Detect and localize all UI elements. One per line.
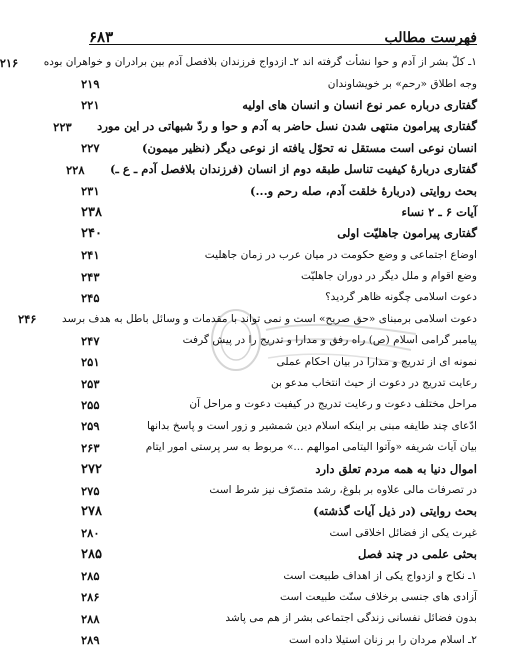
toc-entry-title: اوضاع اجتماعی و وضع حکومت در میان عرب در زمان جاهلیت — [204, 248, 477, 261]
toc-entry-page: ۲۳۸ — [81, 204, 102, 220]
toc-entry-title: ادّعای چند طایفه مبنی بر اینکه اسلام دین شمشیر و زور است و پاسخ بدانها — [146, 419, 477, 432]
toc-entry-title: بحثی علمی در چند فصل — [357, 547, 477, 562]
toc-entry-page: ۲۲۸ — [65, 162, 85, 177]
toc-entry-page: ۲۸۰ — [81, 526, 100, 541]
toc-entry — [81, 480, 477, 501]
toc-entry-page: ۲۶۳ — [81, 440, 100, 455]
toc-entry — [81, 437, 477, 458]
toc-entry — [65, 159, 477, 180]
toc-entry-page: ۲۷۵ — [81, 483, 100, 498]
toc-entry-title: گفتاری دربارهٔ کیفیت تناسل طبقه دوم از انسان (فرزندان بلافصل آدم ـ ع ـ) — [109, 162, 477, 177]
toc-entry-title: بدون فضائل نفسانی زندگی اجتماعی بشر از هم می پاشد — [225, 612, 477, 625]
toc-entry — [81, 245, 477, 266]
toc-entry-page: ۲۴۱ — [81, 248, 100, 263]
toc-entry — [81, 501, 477, 522]
toc-entry-page: ۲۲۳ — [53, 119, 72, 134]
toc-entry-title: آزادی های جنسی برخلاف سنّت طبیعت است — [279, 590, 477, 603]
toc-entry-page: ۲۷۲ — [81, 461, 102, 477]
toc-entry — [81, 630, 477, 651]
toc-entry-title: وضع اقوام و ملل دیگر در دوران جاهلیّت — [301, 270, 477, 283]
toc-entry — [81, 287, 477, 308]
toc-entry — [17, 309, 477, 330]
toc-entry-page: ۲۴۰ — [81, 226, 102, 242]
toc-entry-page: ۲۵۵ — [81, 397, 100, 412]
toc-entry — [81, 394, 477, 415]
toc-entry-page: ۲۴۵ — [81, 290, 100, 305]
toc-entry — [81, 608, 477, 629]
toc-entry-title: ۱ـ نکاح و ازدواج یکی از اهداف طبیعت است — [283, 569, 477, 582]
toc-entry — [81, 351, 477, 372]
toc-entry-title: ۱ـ کلّ بشر از آدم و حوا نشأت گرفته اند ۲ـ ازدواج فرزندان بلافصل آدم بین برادران و خواهران بوده — [43, 56, 477, 69]
toc-entry-title: گفتاری پیرامون جاهلیّت اولی — [337, 226, 477, 241]
toc-entry-page: ۲۱۶ — [0, 55, 19, 70]
toc-entry — [81, 180, 477, 201]
toc-entry-page: ۲۸۵ — [81, 569, 100, 584]
toc-entry-page: ۲۸۸ — [81, 611, 100, 626]
toc-entry-page: ۲۲۷ — [81, 141, 100, 156]
toc-entry-page: ۲۵۳ — [81, 376, 100, 391]
toc-entry-title: غیرت یکی از فضائل اخلاقی است — [329, 526, 477, 539]
toc-entry-title: مراحل مختلف دعوت و رعایت تدریج در کیفیت دعوت و مراحل آن — [189, 398, 477, 411]
toc-entry — [81, 523, 477, 544]
toc-entry — [81, 416, 477, 437]
toc-entry-title: رعایت تدریج در دعوت از حیث انتخاب مدعو بن — [270, 377, 477, 390]
toc-entry — [81, 544, 477, 565]
toc-entry-title: آیات ۶ ـ ۲ نساء — [401, 204, 477, 219]
toc-entry-page: ۲۱۹ — [81, 77, 100, 92]
toc-entry-page: ۲۴۶ — [17, 312, 37, 327]
toc-entry — [81, 373, 477, 394]
toc-entry — [81, 138, 477, 159]
toc-entry — [81, 565, 477, 586]
toc-entry — [81, 95, 477, 116]
toc-entry-page: ۲۷۸ — [81, 504, 102, 520]
toc-entry — [0, 52, 477, 73]
toc-entry — [53, 116, 477, 137]
toc-entry-title: پیامبر گرامی اسلام (ص) راه رفق و مدارا و تدریج را در پیش گرفت — [182, 334, 477, 347]
page-header — [89, 12, 477, 46]
toc-entry — [81, 223, 477, 244]
toc-entry-title: بیان آیات شریفه «وآتوا الیتامی اموالهم ...» مربوط به سر پرستی امور ایتام — [145, 441, 477, 454]
toc-entry-title: نمونه ای از تدریج و مدارا در بیان احکام عملی — [276, 355, 477, 368]
toc-entry-title: انسان نوعی است مستقل نه تحوّل یافته از نوعی دیگر (نظیر میمون) — [142, 140, 477, 155]
toc-entry-page: ۲۴۳ — [81, 269, 100, 284]
toc-entry-title: دعوت اسلامی برمبنای «حق صریح» است و نمی تواند با مقدمات و وسائل باطل به هدف برسد — [61, 312, 477, 325]
toc-entry-page: ۲۵۱ — [81, 355, 100, 370]
toc-entry — [81, 73, 477, 94]
toc-entry-page: ۲۲۱ — [81, 98, 100, 113]
toc-entry-title: ۲ـ اسلام مردان را بر زنان استیلا داده است — [288, 633, 477, 646]
toc-entry — [81, 330, 477, 351]
toc-entry-page: ۲۳۱ — [81, 184, 100, 199]
toc-entry-page: ۲۸۶ — [81, 590, 100, 605]
toc-entry-page: ۲۴۷ — [81, 333, 100, 348]
toc-entry — [81, 266, 477, 287]
toc-entry — [81, 202, 477, 223]
toc-entry — [81, 587, 477, 608]
header-rule — [89, 44, 477, 45]
table-of-contents — [0, 52, 477, 651]
toc-entry-title: اموال دنیا به همه مردم تعلق دارد — [315, 461, 477, 476]
toc-entry — [81, 458, 477, 479]
toc-page — [1, 0, 521, 662]
toc-entry-page: ۲۵۹ — [81, 419, 100, 434]
toc-entry-title: گفتاری درباره عمر نوع انسان و انسان های اولیه — [242, 97, 477, 112]
header-title: فهرست مطالب — [384, 30, 477, 46]
toc-entry-title: در تصرفات مالی علاوه بر بلوغ، رشد متصرّف نیز شرط است — [209, 484, 477, 496]
toc-entry-title: بحث روایتی (در ذیل آیات گذشته) — [313, 504, 477, 519]
header-page-number: ۶۸۳ — [89, 28, 114, 46]
toc-entry-title: دعوت اسلامی چگونه ظاهر گردید؟ — [325, 291, 477, 304]
toc-entry-title: بحث روایتی (دربارهٔ خلقت آدم، صله رحم و...) — [250, 183, 477, 198]
toc-entry-title: گفتاری پیرامون منتهی شدن نسل حاضر به آدم و حوا و ردّ شبهاتی در این مورد — [97, 119, 477, 134]
toc-entry-page: ۲۸۹ — [81, 633, 100, 648]
toc-entry-page: ۲۸۵ — [81, 547, 102, 563]
toc-entry-title: وجه اطلاق «رحم» بر خویشاوندان — [327, 77, 477, 90]
